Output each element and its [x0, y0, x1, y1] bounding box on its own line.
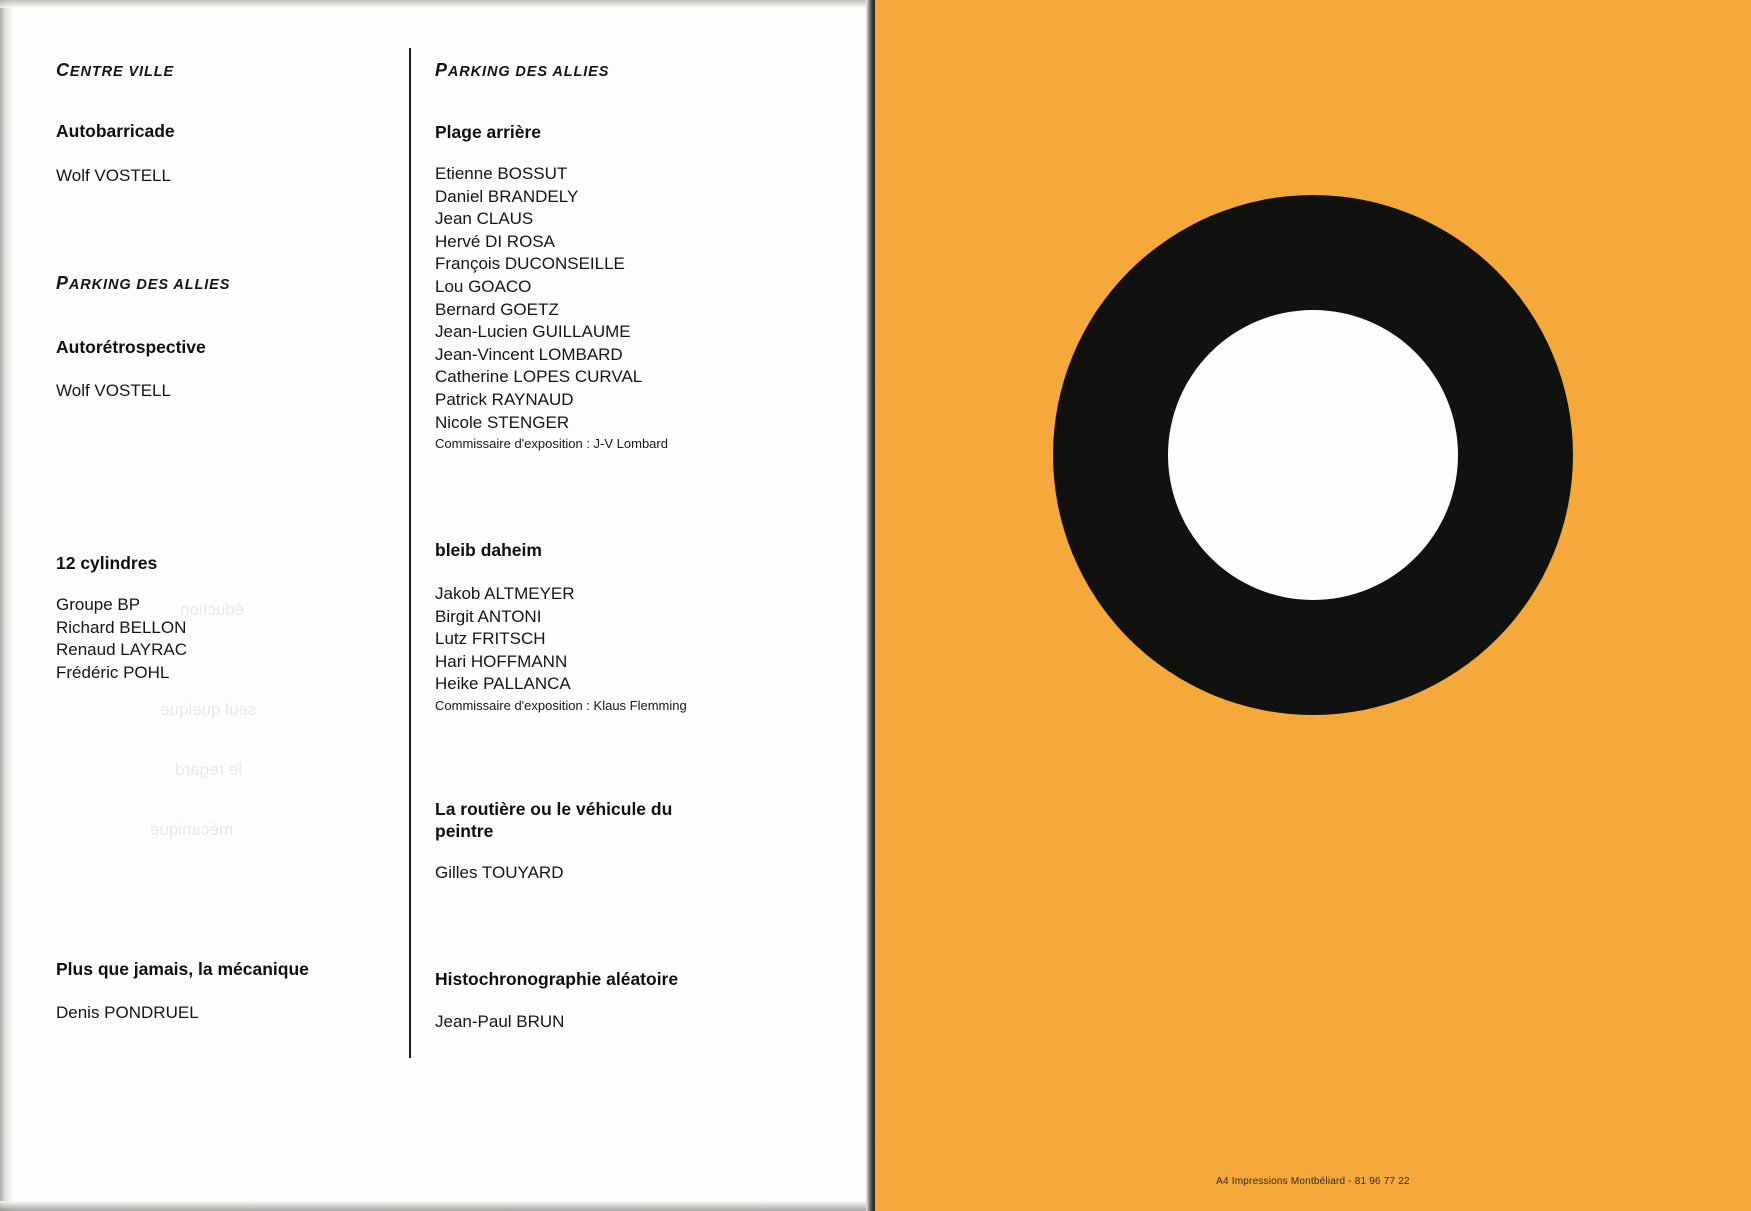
- work-title-histochronographie-aleatoire: Histochronographie aléatoire: [435, 969, 679, 989]
- section-heading-text: ARKING DES ALLIES: [447, 64, 610, 80]
- scan-edge-shadow-left: [0, 0, 14, 1211]
- artist-name: Catherine LOPES CURVAL: [435, 367, 643, 387]
- artist-name: Bernard GOETZ: [435, 299, 559, 319]
- artist-name: Birgit ANTONI: [435, 606, 542, 626]
- printer-credit: A4 Impressions Montbéliard - 81 96 77 22: [1216, 1176, 1410, 1187]
- work-title-autobarricade: Autobarricade: [56, 121, 175, 141]
- artist-name: Denis PONDRUEL: [56, 1003, 199, 1022]
- artist-name: Wolf VOSTELL: [56, 381, 171, 400]
- curator-credit: Commissaire d'exposition : Klaus Flemming: [435, 698, 687, 714]
- showthrough-ghost-text: mécanique: [150, 820, 234, 839]
- column-one: [56, 0, 386, 1211]
- section-heading-text: ARKING DES ALLIES: [68, 277, 231, 293]
- artist-name: François DUCONSEILLE: [435, 254, 625, 274]
- ring-inner-hole: [1168, 310, 1458, 600]
- showthrough-ghost-text: éduction: [180, 600, 245, 619]
- artist-name: Jean-Lucien GUILLAUME: [435, 322, 631, 342]
- artist-name: Jean CLAUS: [435, 209, 534, 229]
- artist-name: Wolf VOSTELL: [56, 166, 171, 185]
- artist-name: Frédéric POHL: [56, 662, 170, 682]
- page-fold-shadow: [866, 0, 875, 1211]
- artist-name: Nicole STENGER: [435, 412, 570, 432]
- right-page: [875, 0, 1751, 1211]
- left-page: [0, 0, 873, 1211]
- showthrough-ghost-text: le regard: [175, 760, 243, 779]
- artist-name: Heike PALLANCA: [435, 674, 571, 694]
- section-heading-initial: C: [56, 60, 70, 80]
- artist-name: Gilles TOUYARD: [435, 863, 564, 882]
- section-heading-initial: P: [435, 60, 448, 80]
- artist-list-12-cylindres: [56, 594, 187, 684]
- artist-name: Lou GOACO: [435, 277, 532, 297]
- artist-name: Hari HOFFMANN: [435, 651, 568, 671]
- section-heading-centre-ville: [56, 60, 174, 81]
- section-heading-initial: P: [56, 273, 69, 293]
- artist-name: Patrick RAYNAUD: [435, 390, 574, 410]
- artist-name: Lutz FRITSCH: [435, 629, 546, 649]
- work-title-12-cylindres: 12 cylindres: [56, 553, 158, 573]
- artist-name: Jakob ALTMEYER: [435, 584, 575, 603]
- section-heading-parking-des-allies: [56, 273, 230, 294]
- artist-list-plage-arriere: [435, 163, 668, 451]
- artist-name: Hervé DI ROSA: [435, 231, 555, 251]
- artist-name: Etienne BOSSUT: [435, 164, 568, 183]
- showthrough-ghost-text: seul quelque: [160, 700, 257, 719]
- artist-name: Jean-Vincent LOMBARD: [435, 344, 623, 364]
- column-divider-rule: [409, 48, 411, 1058]
- section-heading-parking-des-allies: [435, 60, 609, 81]
- work-title-la-routiere: La routière ou le véhicule du peintre: [435, 799, 673, 842]
- artist-list-bleib-daheim: [435, 583, 687, 713]
- column-two: [435, 0, 765, 1211]
- work-title-autoretrospective: Autorétrospective: [56, 337, 206, 357]
- artist-name: Groupe BP: [56, 595, 141, 614]
- curator-credit: Commissaire d'exposition : J-V Lombard: [435, 436, 668, 452]
- work-title-bleib-daheim: bleib daheim: [435, 540, 542, 560]
- work-title-plage-arriere: Plage arrière: [435, 122, 542, 142]
- artist-name: Richard BELLON: [56, 617, 187, 637]
- artist-name: Jean-Paul BRUN: [435, 1012, 565, 1031]
- work-title-plus-que-jamais-la-mecanique: Plus que jamais, la mécanique: [56, 959, 309, 979]
- artist-name: Daniel BRANDELY: [435, 186, 579, 206]
- artist-name: Renaud LAYRAC: [56, 640, 188, 660]
- black-ring-graphic: [1053, 195, 1573, 715]
- section-heading-text: ENTRE VILLE: [69, 64, 175, 80]
